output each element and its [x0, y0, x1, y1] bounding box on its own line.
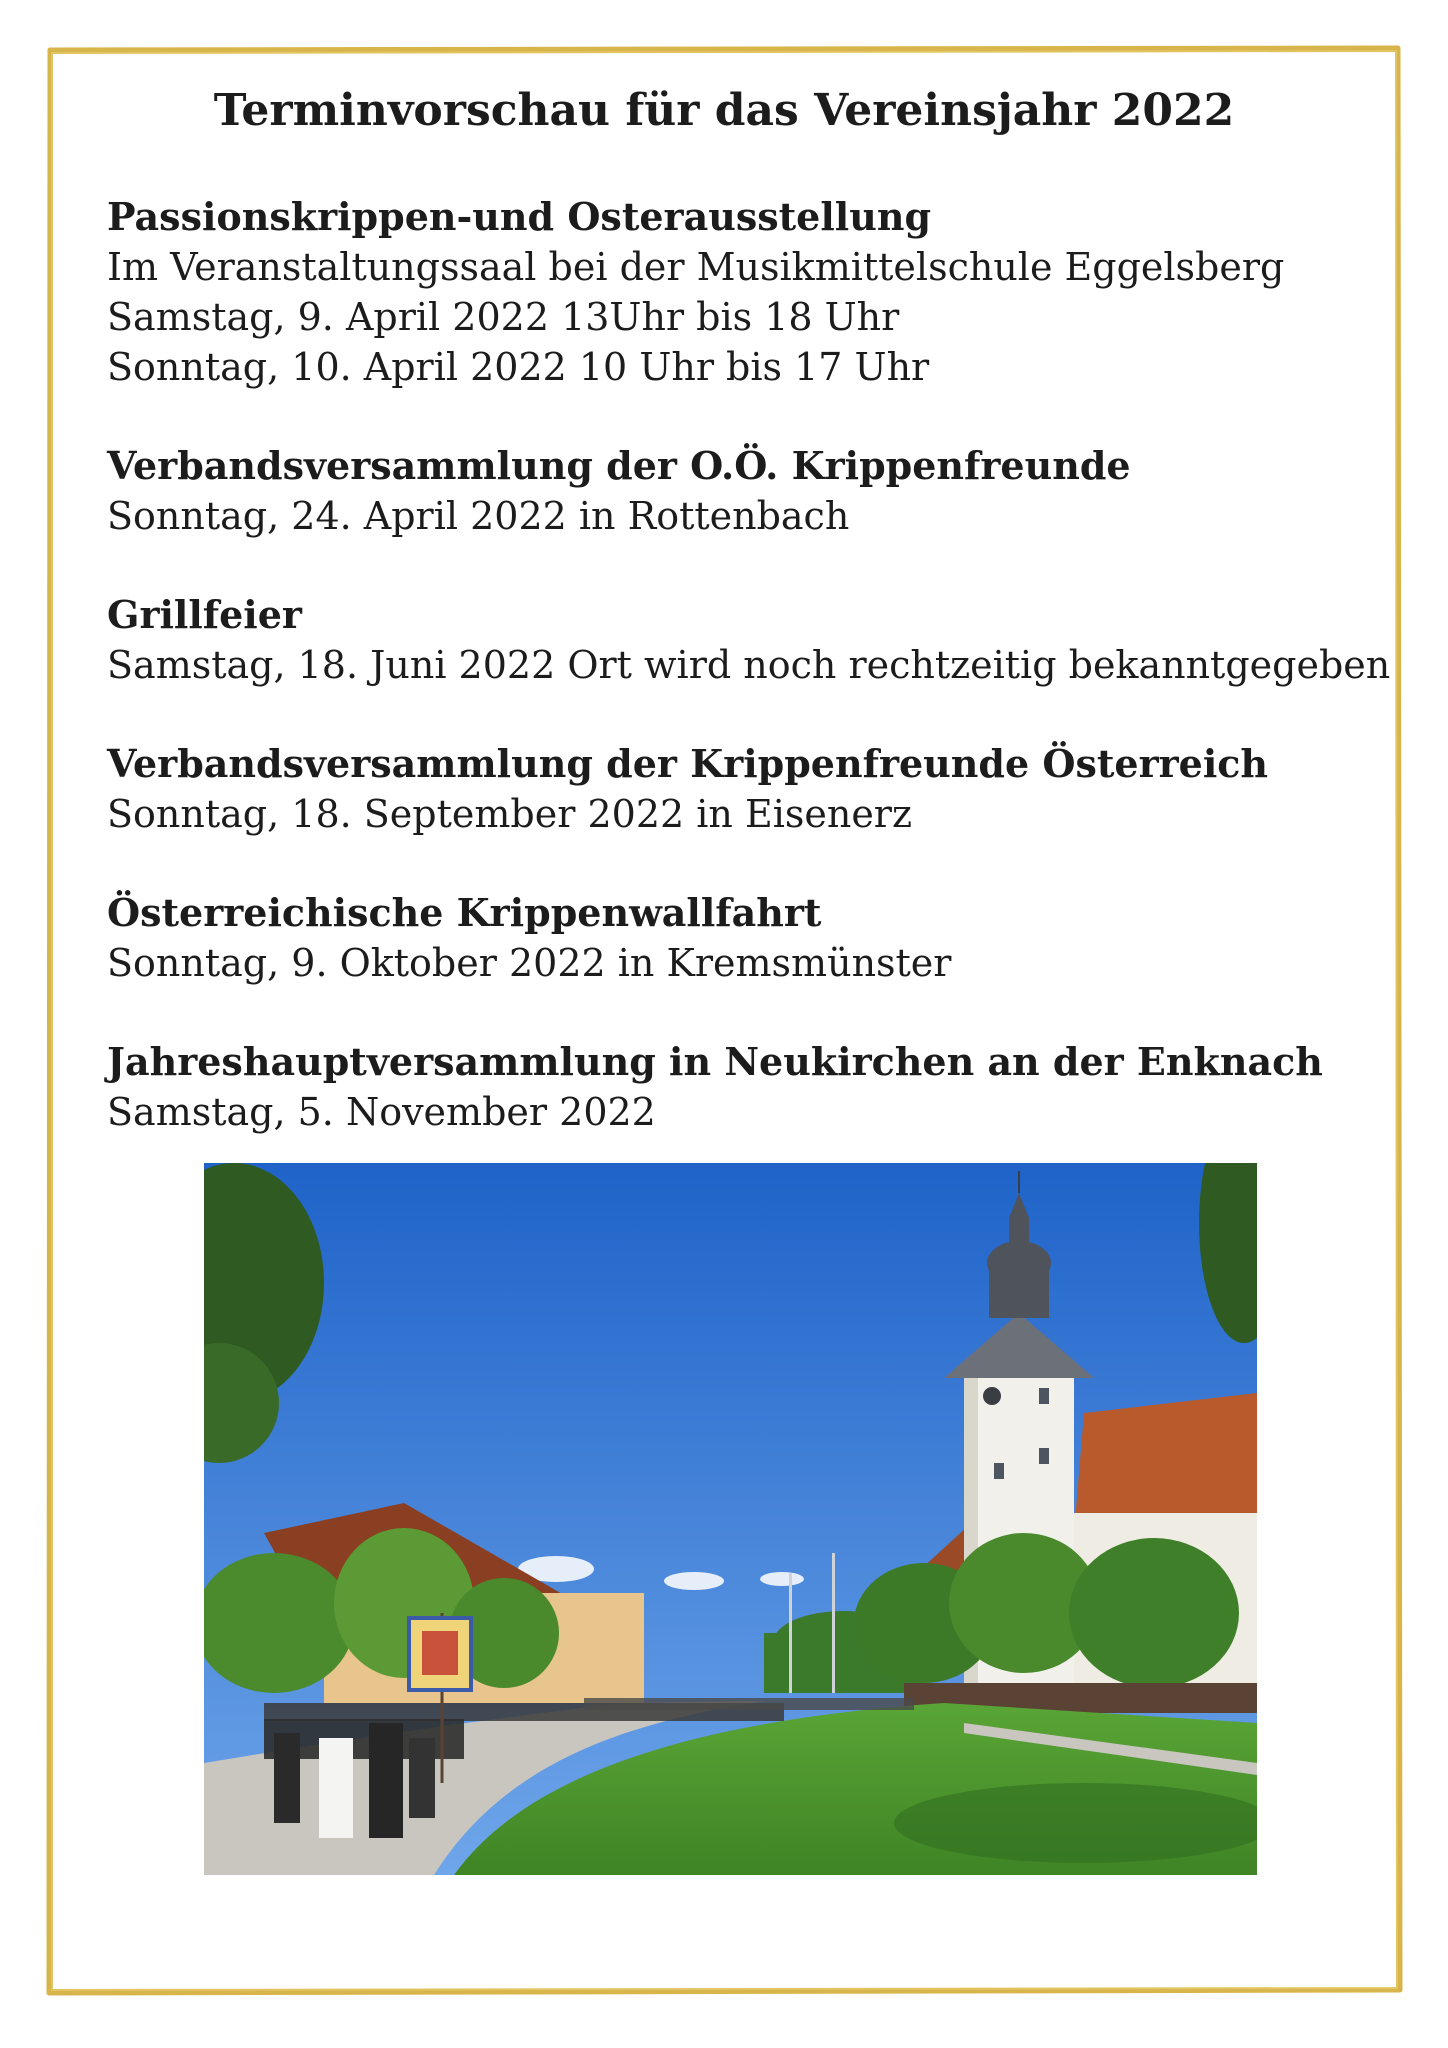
event-title: Verbandsversammlung der Krippenfreunde Österreich: [107, 741, 1269, 786]
event-title: Verbandsversammlung der O.Ö. Krippenfreunde: [107, 443, 1131, 488]
event-date: Samstag, 9. April 2022 13Uhr bis 18 Uhr: [107, 295, 900, 339]
cloud: [760, 1572, 804, 1586]
event-date: Samstag, 18. Juni 2022 Ort wird noch rechtzeitig bekanntgegeben: [107, 643, 1391, 687]
event-date: Sonntag, 9. Oktober 2022 in Kremsmünster: [107, 941, 952, 985]
person: [369, 1723, 403, 1838]
tree: [1069, 1538, 1239, 1688]
event-date: Samstag, 5. November 2022: [107, 1090, 656, 1134]
person-altar-server: [319, 1738, 353, 1838]
event-title: Österreichische Krippenwallfahrt: [107, 890, 822, 935]
event-title: Grillfeier: [107, 592, 302, 637]
event-date: Sonntag, 24. April 2022 in Rottenbach: [107, 494, 850, 538]
event-list: [107, 192, 1391, 1186]
event-date: Sonntag, 10. April 2022 10 Uhr bis 17 Uhr: [107, 345, 930, 389]
event-ooe-assembly: [107, 441, 1377, 541]
event-austria-assembly: [107, 739, 1377, 839]
procession-photo: [204, 1163, 1257, 1875]
event-title: Jahreshauptversammlung in Neukirchen an der Enknach: [107, 1039, 1323, 1084]
page-title: Terminvorschau für das Vereinsjahr 2022: [213, 85, 1235, 136]
cloud: [664, 1572, 724, 1590]
event-passion-exhibition: [107, 192, 1377, 392]
person: [274, 1733, 300, 1823]
event-location: Im Veranstaltungssaal bei der Musikmittelschule Eggelsberg: [107, 245, 1285, 289]
event-annual-meeting: [107, 1037, 1377, 1137]
event-title: Passionskrippen-und Osterausstellung: [107, 194, 932, 239]
event-barbecue: [107, 590, 1391, 690]
event-date: Sonntag, 18. September 2022 in Eisenerz: [107, 792, 912, 836]
event-pilgrimage: [107, 888, 1377, 988]
